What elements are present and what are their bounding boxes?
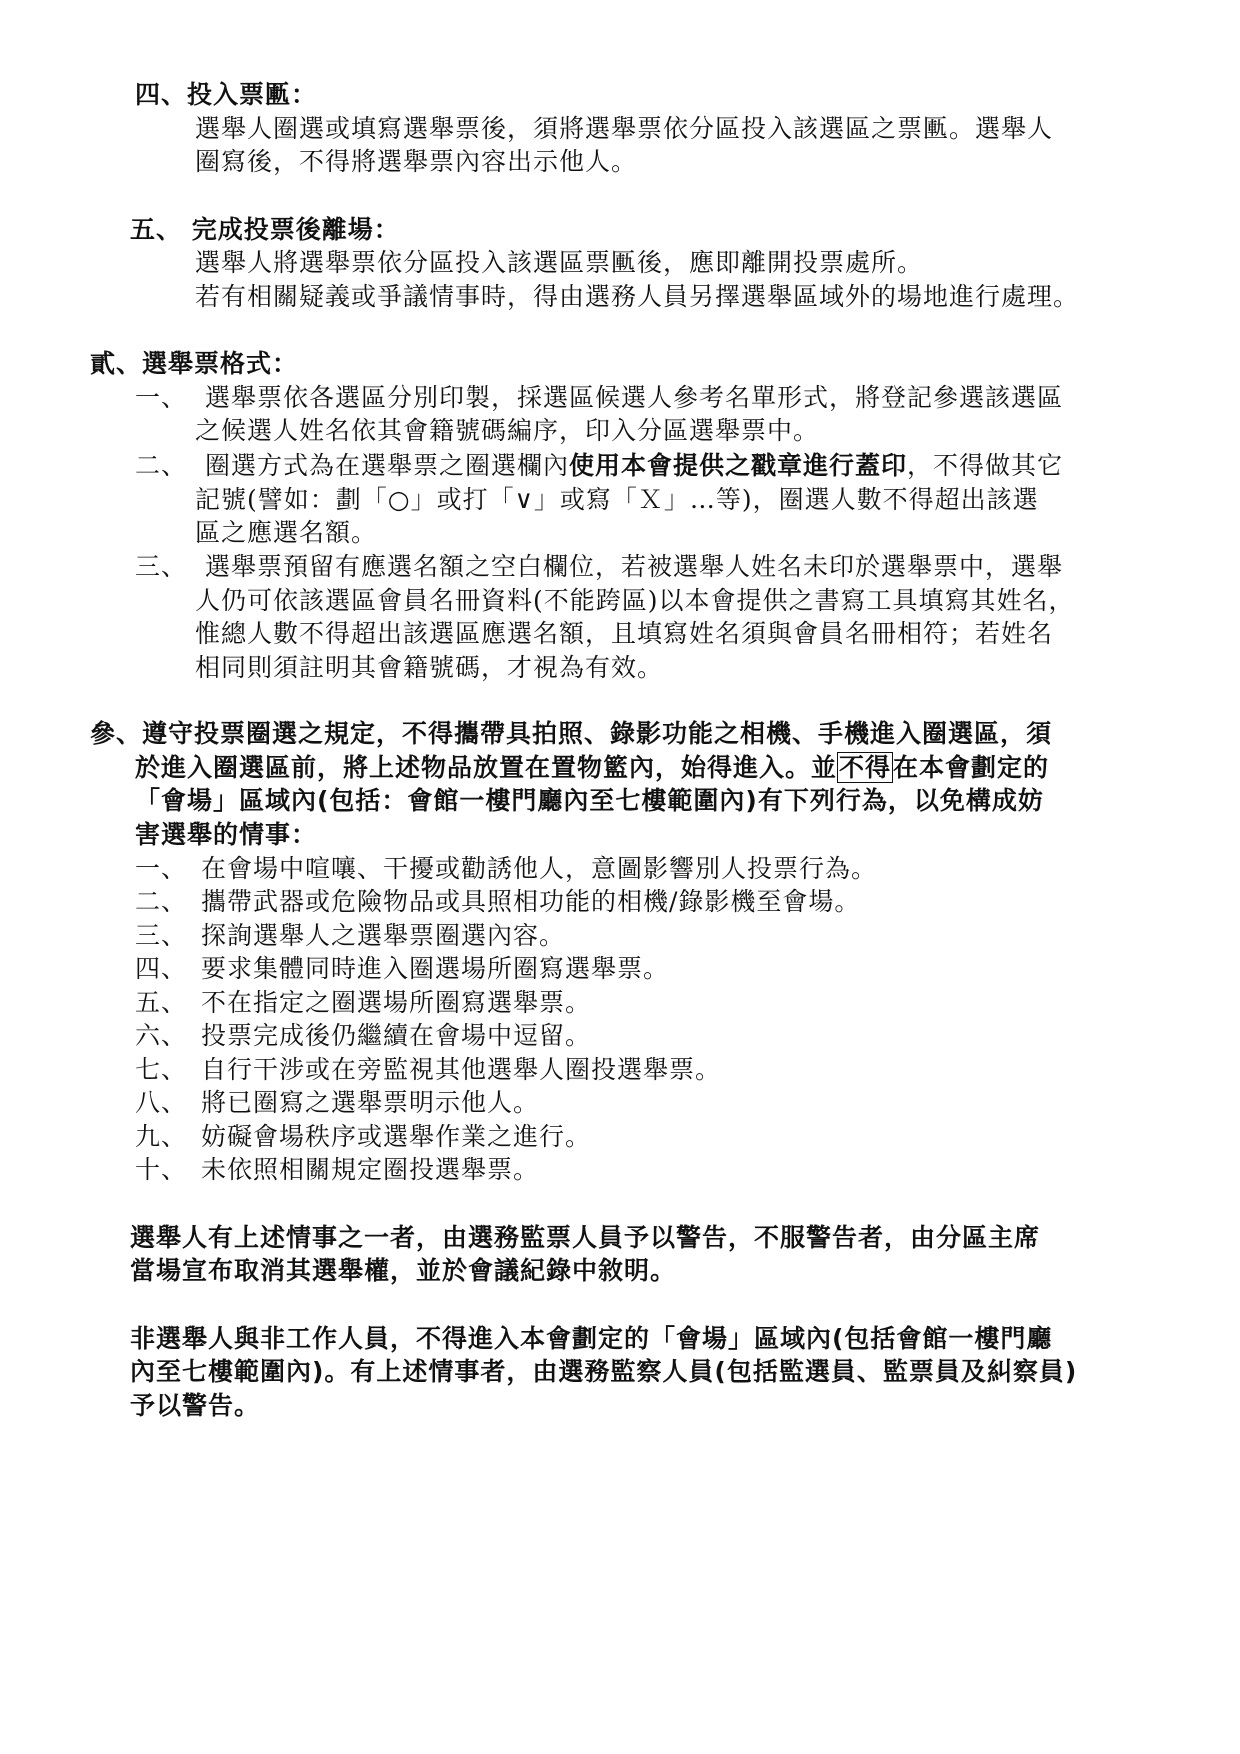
prohibited-item-text: 在會場中喧嚷、干擾或勸誘他人，意圖影響別人投票行為。: [201, 854, 878, 883]
part2-item3-line1: [135, 550, 1063, 584]
section5-line1: 選舉人將選舉票依分區投入該選區票匭後，應即離開投票處所。: [195, 248, 924, 277]
prohibited-item-label: 九、: [135, 1122, 188, 1151]
part2-item2-line1: [135, 449, 1063, 483]
section5-heading: 五、 完成投票後離場：: [130, 215, 400, 244]
part3-line2-a: 於進入圈選區前，將上述物品放置在置物籃內，始得進入。並: [135, 753, 838, 782]
part2-heading: 貳、選舉票格式：: [90, 349, 299, 378]
prohibited-item-text: 探詢選舉人之選舉票圈選內容。: [201, 921, 566, 950]
part2-item2-emphasis: 使用本會提供之戳章進行蓋印: [569, 451, 908, 480]
section4-line2: 圈寫後，不得將選舉票內容出示他人。: [195, 147, 638, 176]
prohibited-item-text: 攜帶武器或危險物品或具照相功能的相機/錄影機至會場。: [201, 887, 861, 916]
part3-line3: 「會場」區域內(包括：會館一樓門廳內至七樓範圍內)有下列行為，以免構成妨: [135, 786, 1044, 815]
prohibited-item: [135, 885, 860, 919]
part2-item1-line2: 之候選人姓名依其會籍號碼編序，印入分區選舉票中。: [195, 416, 820, 445]
part3-line1: 參、遵守投票圈選之規定，不得攜帶具拍照、錄影功能之相機、手機進入圈選區，須: [90, 719, 1053, 748]
prohibited-item-text: 未依照相關規定圈投選舉票。: [201, 1155, 540, 1184]
prohibited-item: [135, 1120, 591, 1154]
prohibited-item-label: 二、: [135, 887, 188, 916]
part2-item3-line2: 人仍可依該選區會員名冊資料(不能跨區)以本會提供之書寫工具填寫其姓名，: [195, 586, 1075, 615]
part2-item3-label: 三、: [135, 552, 188, 581]
part2-item2-text1a: 圈選方式為在選舉票之圈選欄內: [205, 451, 570, 480]
prohibited-item-text: 要求集體同時進入圈選場所圈寫選舉票。: [201, 954, 670, 983]
part2-item1-text1: 選舉票依各選區分別印製，採選區候選人參考名單形式，將登記參選該選區: [205, 383, 1064, 412]
prohibited-item: [135, 1053, 721, 1087]
prohibited-item-label: 五、: [135, 988, 188, 1017]
prohibited-item-text: 將已圈寫之選舉票明示他人。: [201, 1088, 540, 1117]
prohibited-item-text: 妨礙會場秩序或選舉作業之進行。: [201, 1122, 592, 1151]
part2-item3-line4: 相同則須註明其會籍號碼，才視為有效。: [195, 653, 664, 682]
prohibited-item-label: 六、: [135, 1021, 188, 1050]
part2-item3-text1: 選舉票預留有應選名額之空白欄位，若被選舉人姓名未印於選舉票中，選舉: [205, 552, 1064, 581]
prohibited-item: [135, 1153, 539, 1187]
notice2-line2: 內至七樓範圍內)。有上述情事者，由選務監察人員(包括監選員、監票員及糾察員): [130, 1357, 1078, 1386]
prohibited-item: [135, 1086, 539, 1120]
notice1-line1: 選舉人有上述情事之一者，由選務監票人員予以警告，不服警告者，由分區主席: [130, 1223, 1041, 1252]
prohibited-item-label: 一、: [135, 854, 188, 883]
prohibited-item-text: 不在指定之圈選場所圈寫選舉票。: [201, 988, 592, 1017]
section5-line2: 若有相關疑義或爭議情事時，得由選務人員另擇選舉區域外的場地進行處理。: [195, 282, 1080, 311]
prohibited-item-label: 十、: [135, 1155, 188, 1184]
prohibited-item: [135, 952, 669, 986]
prohibited-item: [135, 852, 877, 886]
part2-item2-line3: 區之應選名額。: [195, 518, 378, 547]
prohibited-item-text: 自行干涉或在旁監視其他選舉人圈投選舉票。: [201, 1055, 722, 1084]
part2-item3-line3: 惟總人數不得超出該選區應選名額，且填寫姓名須與會員名冊相符；若姓名: [195, 619, 1054, 648]
notice2-line1: 非選舉人與非工作人員，不得進入本會劃定的「會場」區域內(包括會館一樓門廳: [130, 1324, 1053, 1353]
part3-boxed-text: 不得: [839, 753, 892, 782]
notice1-line2: 當場宣布取消其選舉權，並於會議紀錄中敘明。: [130, 1256, 677, 1285]
notice2-line3: 予以警告。: [130, 1391, 261, 1420]
prohibited-item-label: 八、: [135, 1088, 188, 1117]
prohibited-item-label: 三、: [135, 921, 188, 950]
part3-line4: 害選舉的情事：: [135, 820, 318, 849]
part3-line2-c: 在本會劃定的: [893, 753, 1050, 782]
part3-line2: [135, 751, 1049, 785]
section4-heading: 四、投入票匭：: [135, 80, 318, 109]
part2-item2-text1c: ，不得做其它: [907, 451, 1064, 480]
section4-line1: 選舉人圈選或填寫選舉票後，須將選舉票依分區投入該選區之票匭。選舉人: [195, 114, 1054, 143]
prohibited-item-label: 四、: [135, 954, 188, 983]
part2-item1-line1: [135, 381, 1063, 415]
part2-item1-label: 一、: [135, 383, 188, 412]
part2-item2-line2: 記號(譬如：劃「○」或打「∨」或寫「Ｘ」…等)，圈選人數不得超出該選: [195, 485, 1039, 514]
prohibited-item-text: 投票完成後仍繼續在會場中逗留。: [201, 1021, 592, 1050]
prohibited-item: [135, 986, 591, 1020]
part2-item2-label: 二、: [135, 451, 188, 480]
prohibited-item-label: 七、: [135, 1055, 188, 1084]
prohibited-item: [135, 1019, 591, 1053]
prohibited-item: [135, 919, 565, 953]
